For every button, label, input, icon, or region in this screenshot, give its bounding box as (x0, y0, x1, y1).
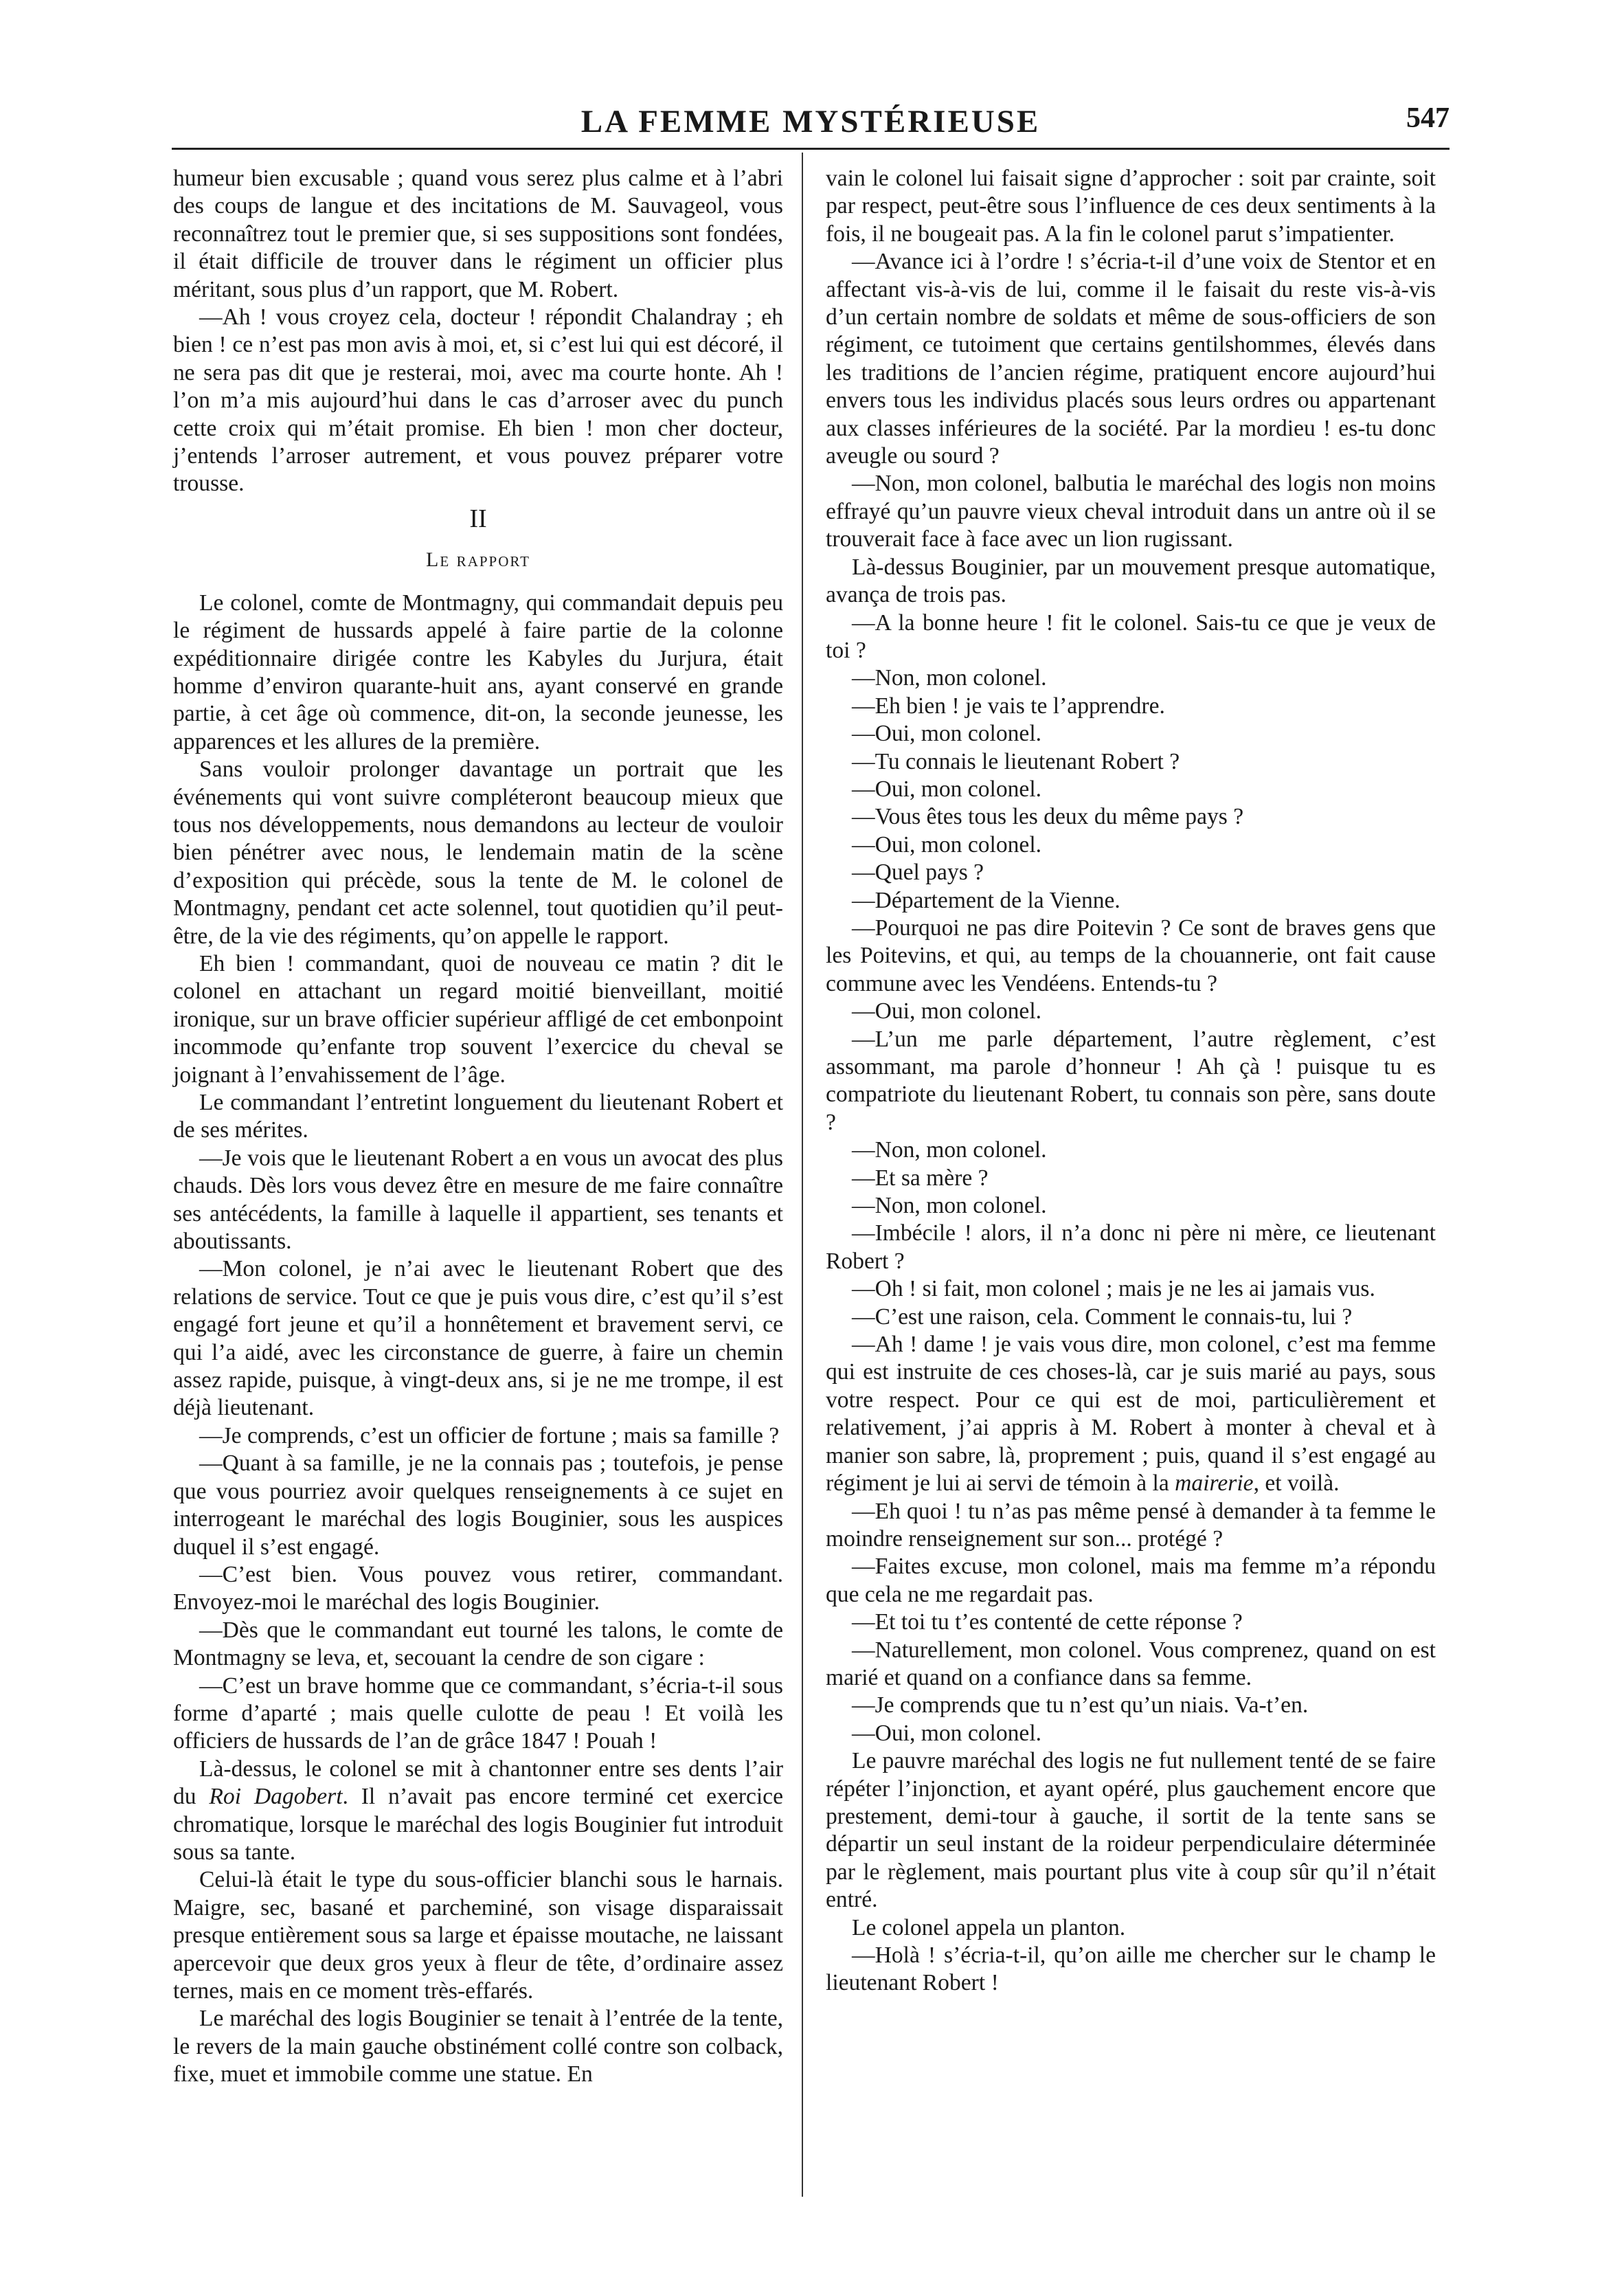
paragraph: —Dès que le commandant eut tourné les talons, le comte de Montmagny se leva, et, secouant la cendre de son cigare : (173, 1617, 783, 1671)
paragraph: —Mon colonel, je n’ai avec le lieutenant Robert que des relations de service. Tout ce que je puis vous dire, c’est qu’il s’est engagé fort jeune et qu’il a honnêtement et bravement servi, ce qui l’a aidé, avec les circonstance de guerre, à faire un chemin assez rapide, puisque, à vingt-deux ans, si je ne me trompe, il est déjà lieutenant. (173, 1256, 783, 1421)
paragraph: —Eh bien ! je vais te l’apprendre. (852, 693, 1165, 719)
paragraph: —Pourquoi ne pas dire Poitevin ? Ce sont de braves gens que les Poitevins, et qui, au temps de la chouannerie, ont fait cause commune avec les Vendéens. Entends-tu ? (826, 915, 1436, 996)
paragraph: —C’est bien. Vous pouvez vous retirer, commandant. Envoyez-moi le maréchal des logis Bouginier. (173, 1561, 783, 1615)
paragraph: —Non, mon colonel, balbutia le maréchal des logis non moins effrayé qu’un pauvre vieux cheval introduit dans un antre où il se trouverait face à face avec un lion rugissant. (826, 471, 1436, 552)
paragraph: —Oui, mon colonel. (852, 776, 1042, 802)
column-divider (802, 153, 803, 2197)
paragraph: —Quel pays ? (852, 860, 984, 886)
paragraph: —Tu connais le lieutenant Robert ? (852, 748, 1180, 774)
paragraph: —L’un me parle département, l’autre règlement, c’est assommant, ma parole d’honneur ! Ah çà ! puisque tu es compatriote du lieutenant Robert, tu connais son père, sans doute ? (826, 1026, 1436, 1135)
page-number: 547 (1406, 102, 1450, 134)
paragraph: humeur bien excusable ; quand vous serez plus calme et à l’abri des coups de langue et des incitations de M. Sauvageol, vous reconnaîtrez tout le premier que, si ses suppositions sont fondées, il était difficile de trouver dans le régiment un officier plus méritant, sous plus d’un rapport, que M. Robert. (173, 166, 783, 302)
paragraph: —Oui, mon colonel. (852, 831, 1042, 858)
paragraph (173, 1756, 783, 1867)
paragraph: —C’est un brave homme que ce commandant, s’écria-t-il sous forme d’aparté ; mais quelle culotte de peau ! Et voilà les officiers de hussards de l’an de grâce 1847 ! Pouah ! (173, 1672, 783, 1754)
header-rule (172, 148, 1450, 150)
text-run: —Ah ! dame ! je vais vous dire, mon colonel, c’est ma femme qui est instruite de ces choses-là, car je suis marié au pays, sous votre respect. Pour ce qui est de moi, particulièrement et relativement, j’ai appris à M. Robert à monter à cheval et à manier son sabre, là, proprement ; puis, quand il s’est engagé au régiment je lui ai servi de témoin à la (826, 1332, 1436, 1497)
paragraph: —Faites excuse, mon colonel, mais ma femme m’a répondu que cela ne me regardait pas. (826, 1554, 1436, 1607)
paragraph: —Non, mon colonel. (852, 1137, 1047, 1163)
section-title-text: Le rapport (426, 548, 530, 572)
paragraph: —Non, mon colonel. (852, 665, 1047, 691)
paragraph: Sans vouloir prolonger davantage un portrait que les événements qui vont suivre compléteront beaucoup mieux que tous nos développements, nous demandons au lecteur de vouloir bien pénétrer avec nous, le lendemain matin de la scène d’exposition qui précède, sous la tente de M. le colonel de Montmagny, pendant cet acte solennel, tout quotidien qu’il peut-être, de la vie des régiments, qu’on appelle le rapport. (173, 757, 783, 949)
paragraph: —Holà ! s’écria-t-il, qu’on aille me chercher sur le champ le lieutenant Robert ! (826, 1942, 1436, 1996)
paragraph: —Je vois que le lieutenant Robert a en vous un avocat des plus chauds. Dès lors vous devez être en mesure de me faire connaître ses antécédents, la famille à laquelle il appartient, ses tenants et aboutissants. (173, 1145, 783, 1255)
paragraph: —Oh ! si fait, mon colonel ; mais je ne les ai jamais vus. (852, 1276, 1375, 1302)
section-title (173, 546, 783, 574)
paragraph: —Quant à sa famille, je ne la connais pas ; toutefois, je pense que vous pourriez avoir quelques renseignements à ce sujet en interrogeant le maréchal des logis Bouginier, sous les auspices duquel il s’est engagé. (173, 1451, 783, 1560)
italic-word: mairerie (1175, 1470, 1254, 1497)
paragraph: —Oui, mon colonel. (852, 1720, 1042, 1746)
text-run: , et voilà. (1253, 1470, 1340, 1497)
paragraph: —Vous êtes tous les deux du même pays ? (852, 804, 1244, 830)
section-number: II (469, 504, 487, 533)
paragraph: —C’est une raison, cela. Comment le connais-tu, lui ? (852, 1303, 1353, 1330)
paragraph: —Imbécile ! alors, il n’a donc ni père ni mère, ce lieutenant Robert ? (826, 1220, 1436, 1274)
paragraph: —Je comprends que tu n’est qu’un niais. Va-t’en. (852, 1692, 1309, 1718)
paragraph: —Eh quoi ! tu n’as pas même pensé à demander à ta femme le moindre renseignement sur son... protégé ? (826, 1498, 1436, 1552)
paragraph: Le maréchal des logis Bouginier se tenait à l’entrée de la tente, le revers de la main gauche obstinément collé contre son colback, fixe, muet et immobile comme une statue. En (173, 2006, 783, 2087)
paragraph: Le colonel appela un planton. (852, 1914, 1126, 1940)
page-header (172, 95, 1450, 150)
paragraph: —Et sa mère ? (852, 1165, 989, 1191)
paragraph: —Naturellement, mon colonel. Vous comprenez, quand on est marié et quand on a confiance dans sa femme. (826, 1637, 1436, 1690)
right-column (826, 165, 1436, 1997)
paragraph: Le commandant l’entretint longuement du lieutenant Robert et de ses mérites. (173, 1090, 783, 1143)
paragraph: —Avance ici à l’ordre ! s’écria-t-il d’une voix de Stentor et en affectant vis-à-vis de lui, comme il le faisait du reste vis-à-vis d’un certain nombre de soldats et même de sous-officiers de son régiment, ce tutoiment que certains gentilshommes, élevés dans les traditions de l’ancien régime, pratiquent encore aujourd’hui envers tous les individus placés sous leurs ordres ou appartenant aux classes inférieures de la société. Par la mordieu ! es-tu donc aveugle ou sourd ? (826, 249, 1436, 469)
paragraph: —A la bonne heure ! fit le colonel. Sais-tu ce que je veux de toi ? (826, 609, 1436, 663)
running-title: LA FEMME MYSTÉRIEUSE (580, 104, 1041, 139)
left-column (173, 165, 783, 2089)
italic-title: Roi Dagobert (209, 1784, 343, 1810)
paragraph: Eh bien ! commandant, quoi de nouveau ce matin ? dit le colonel en attachant un regard moitié bienveillant, moitié ironique, sur un brave officier supérieur affligé de cet embonpoint incommode qu’enfante trop souvent l’exercice du cheval se joignant à l’envahissement de l’âge. (173, 950, 783, 1088)
paragraph: —Oui, mon colonel. (852, 721, 1042, 747)
paragraph: Le colonel, comte de Montmagny, qui commandait depuis peu le régiment de hussards appelé à faire partie de la colonne expéditionnaire dirigée contre les Kabyles du Jurjura, était homme d’environ quarante-huit ans, ayant conservé en grande partie, à cet âge où commence, dit-on, la seconde jeunesse, les apparences et les allures de la première. (173, 590, 783, 754)
paragraph: Là-dessus Bouginier, par un mouvement presque automatique, avança de trois pas. (826, 554, 1436, 608)
paragraph: —Non, mon colonel. (852, 1193, 1047, 1219)
paragraph: —Et toi tu t’es contenté de cette réponse ? (852, 1609, 1243, 1635)
text-run: . Il n’avait pas encore terminé cet exercice chromatique, lorsque le maréchal des logis Bouginier fut introduit sous sa tante. (173, 1784, 783, 1865)
text-run: Là-dessus, le colonel se mit à chantonner entre ses dents l’air du (173, 1756, 783, 1810)
paragraph: —Oui, mon colonel. (852, 998, 1042, 1024)
paragraph: vain le colonel lui faisait signe d’approcher : soit par crainte, soit par respect, peut-être sous l’influence de ces deux sentiments à la fois, il ne bougeait pas. A la fin le colonel parut s’impatienter. (826, 166, 1436, 247)
paragraph: —Je comprends, c’est un officier de fortune ; mais sa famille ? (199, 1422, 780, 1448)
paragraph: Celui-là était le type du sous-officier blanchi sous le harnais. Maigre, sec, basané et parcheminé, son visage disparaissait presque entièrement sous sa large et épaisse moutache, ne laissant apercevoir que deux gros yeux à fleur de tête, d’ordinaire assez ternes, mais en ce moment très-effarés. (173, 1867, 783, 2004)
paragraph (826, 1331, 1436, 1497)
paragraph: —Département de la Vienne. (852, 887, 1120, 913)
paragraph: —Ah ! vous croyez cela, docteur ! répondit Chalandray ; eh bien ! ce n’est pas mon avis à moi, et, si c’est lui qui est décoré, il ne sera pas dit que je resterai, moi, avec ma courte honte. Ah ! l’on m’a mis aujourd’hui dans le cas d’arroser avec du punch cette croix qui m’était promise. Eh bien ! mon cher docteur, j’entends l’arroser autrement, et vous pouvez préparer votre trousse. (173, 304, 783, 497)
paragraph: Le pauvre maréchal des logis ne fut nullement tenté de se faire répéter l’injonction, et ayant opéré, plus gauchement encore que prestement, demi-tour à gauche, il sortit de la tente sans se départir un seul instant de la roideur perpendiculaire déterminée par le règlement, mais pourtant plus vite à coup sûr qu’il n’était entré. (826, 1748, 1436, 1913)
